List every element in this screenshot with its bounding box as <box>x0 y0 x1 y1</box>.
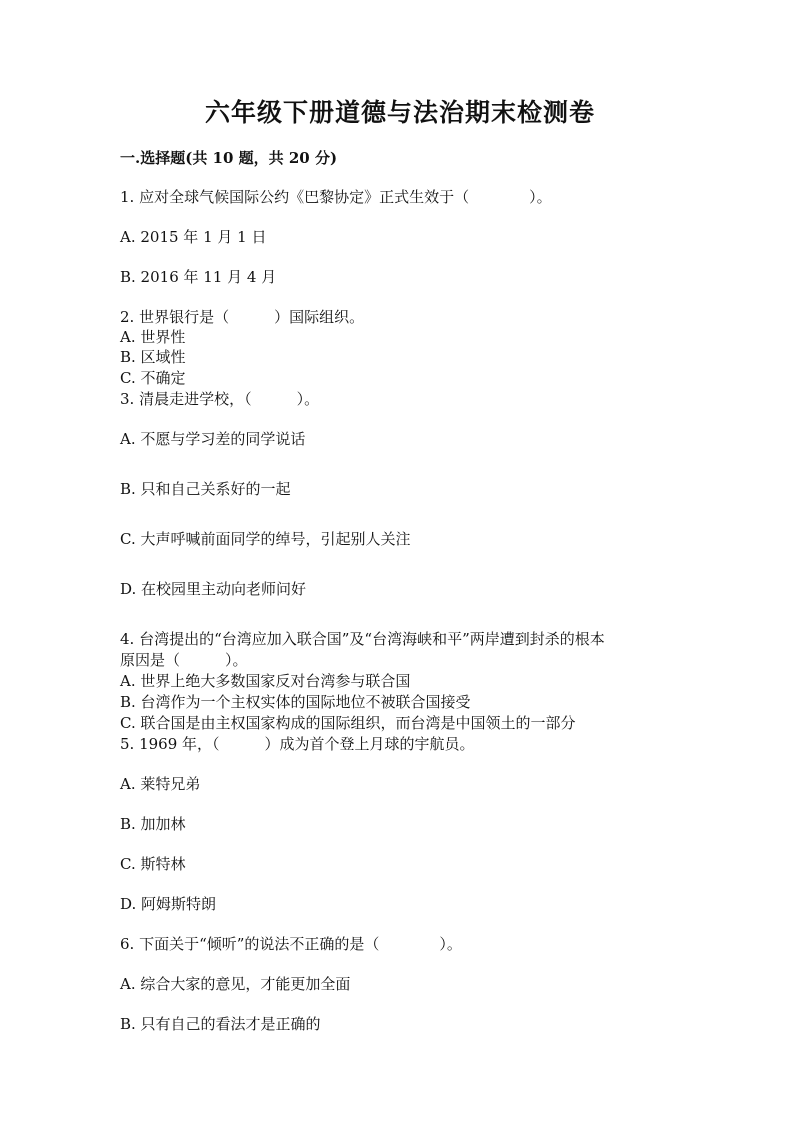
question-1-option-b: B. 2016 年 11 月 4 月 <box>120 268 277 286</box>
question-5-option-a: A. 莱特兄弟 <box>120 775 201 793</box>
question-6-stem: 6. 下面关于“倾听”的说法不正确的是（ ）。 <box>120 935 462 953</box>
question-4-stem-line-1: 4. 台湾提出的“台湾应加入联合国”及“台湾海峡和平”两岸遭到封杀的根本 <box>120 630 605 648</box>
question-2-option-a: A. 世界性 <box>120 328 186 346</box>
question-5-option-d: D. 阿姆斯特朗 <box>120 895 217 913</box>
question-4-stem-line-2: 原因是（ ）。 <box>120 651 248 669</box>
question-3-option-c: C. 大声呼喊前面同学的绰号，引起别人关注 <box>120 530 411 548</box>
question-2-stem: 2. 世界银行是（ ）国际组织。 <box>120 308 365 326</box>
question-3-stem: 3. 清晨走进学校，（ ）。 <box>120 390 320 408</box>
question-3-option-b: B. 只和自己关系好的一起 <box>120 480 291 498</box>
question-4-option-a: A. 世界上绝大多数国家反对台湾参与联合国 <box>120 672 411 690</box>
question-3-option-a: A. 不愿与学习差的同学说话 <box>120 430 306 448</box>
question-5-option-b: B. 加加林 <box>120 815 186 833</box>
question-1-stem: 1. 应对全球气候国际公约《巴黎协定》正式生效于（ ）。 <box>120 188 552 206</box>
page-title: 六年级下册道德与法治期末检测卷 <box>204 98 595 127</box>
question-6-option-a: A. 综合大家的意见，才能更加全面 <box>120 975 351 993</box>
question-1-option-a: A. 2015 年 1 月 1 日 <box>120 228 267 246</box>
question-6-option-b: B. 只有自己的看法才是正确的 <box>120 1015 321 1033</box>
question-3-option-d: D. 在校园里主动向老师问好 <box>120 580 307 598</box>
section-heading: 一.选择题(共 10 题，共 20 分) <box>120 149 338 167</box>
question-5-option-c: C. 斯特林 <box>120 855 186 873</box>
question-2-option-c: C. 不确定 <box>120 369 186 387</box>
question-4-option-c: C. 联合国是由主权国家构成的国际组织，而台湾是中国领土的一部分 <box>120 714 576 732</box>
question-5-stem: 5. 1969 年，（ ）成为首个登上月球的宇航员。 <box>120 735 475 753</box>
question-4-option-b: B. 台湾作为一个主权实体的国际地位不被联合国接受 <box>120 693 471 711</box>
question-2-option-b: B. 区域性 <box>120 348 186 366</box>
